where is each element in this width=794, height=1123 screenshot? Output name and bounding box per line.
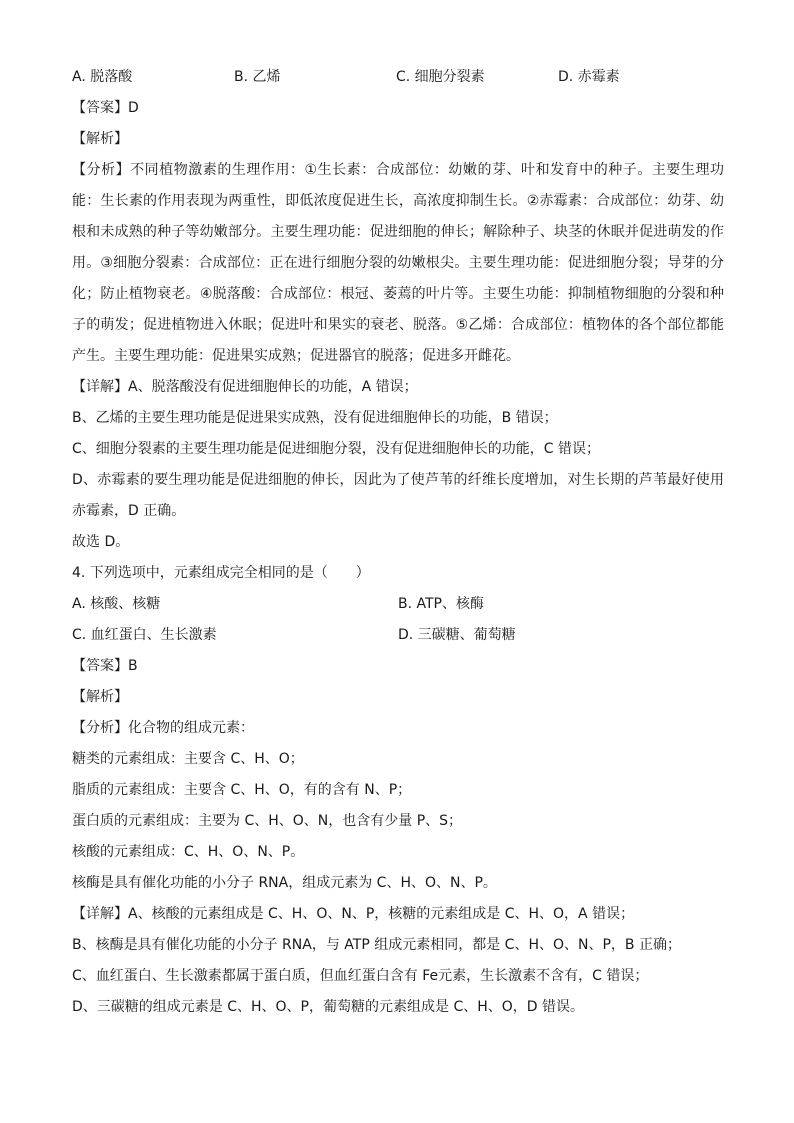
q3-option-b: B. 乙烯: [234, 69, 281, 85]
q3-conclusion: 故选 D。: [72, 534, 130, 550]
q4-answer: 【答案】B: [72, 658, 138, 674]
q3-detail-c: C、细胞分裂素的主要生理功能是促进细胞分裂，没有促进细胞伸长的功能，C 错误；: [72, 441, 600, 457]
q3-detail-a: 【详解】A、脱落酸没有促进细胞伸长的功能，A 错误；: [72, 379, 418, 395]
document-page: [72, 62, 724, 1023]
q4-detail-d: D、三碳糖的组成元素是 C、H、O、P，葡萄糖的元素组成是 C、H、O，D 错误。: [72, 999, 584, 1015]
q4-analysis-sugar: 糖类的元素组成：主要含 C、H、O；: [72, 751, 304, 767]
q3-answer: 【答案】D: [72, 100, 139, 116]
q3-detail-b: B、乙烯的主要生理功能是促进果实成熟，没有促进细胞伸长的功能，B 错误；: [72, 410, 558, 426]
q4-analysis-heading: 【分析】化合物的组成元素：: [72, 720, 254, 736]
q3-jiexi-label: 【解析】: [72, 131, 128, 147]
q3-options: [72, 62, 724, 93]
q4-detail-a: 【详解】A、核酸的元素组成是 C、H、O、N、P，核糖的元素组成是 C、H、O，A 错误；: [72, 906, 635, 922]
q3-option-c: C. 细胞分裂素: [396, 69, 485, 85]
q4-stem: 4. 下列选项中，元素组成完全相同的是（ ）: [72, 565, 370, 581]
q4-analysis-lipid: 脂质的元素组成：主要含 C、H、O，有的含有 N、P；: [72, 782, 412, 798]
q3-option-d: D. 赤霉素: [558, 69, 620, 85]
q3-detail-d: D、赤霉素的要生理功能是促进细胞的伸长，因此为了使芦苇的纤维长度增加，对生长期的芦苇最好使用赤霉素，D 正确。: [72, 472, 724, 519]
q4-option-a: A. 核酸、核糖: [72, 596, 161, 612]
q4-analysis-nucleic-acid: 核酸的元素组成：C、H、O、N、P。: [72, 844, 305, 860]
q4-option-b: B. ATP、核酶: [398, 596, 484, 612]
q4-option-d: D. 三碳糖、葡萄糖: [398, 627, 516, 643]
q3-option-a: A. 脱落酸: [72, 69, 133, 85]
q3-analysis: 【分析】不同植物激素的生理作用：①生长素：合成部位：幼嫩的芽、叶和发育中的种子。主要生理功能：生长素的作用表现为两重性，即低浓度促进生长，高浓度抑制生长。②赤霉素：合成部位：幼芽、幼根和未成熟的种子等幼嫩部分。主要生理功能：促进细胞的伸长；解除种子、块茎的休眠并促进萌发的作用。③细胞分裂素：合成部位：正在进行细胞分裂的幼嫩根尖。主要生理功能：促进细胞分裂；导芽的分化；防止植物衰老。④脱落酸：合成部位：根冠、萎蔫的叶片等。主要生功能：抑制植物细胞的分裂和种子的萌发；促进植物进入休眠；促进叶和果实的衰老、脱落。⑤乙烯：合成部位：植物体的各个部位都能产生。主要生理功能：促进果实成熟；促进器官的脱落；促进多开雌花。: [72, 162, 724, 364]
q4-options-row-2: [72, 620, 724, 651]
q4-analysis-ribozyme: 核酶是具有催化功能的小分子 RNA，组成元素为 C、H、O、N、P。: [72, 875, 497, 891]
q4-jiexi-label: 【解析】: [72, 689, 128, 705]
q4-analysis-protein: 蛋白质的元素组成：主要为 C、H、O、N，也含有少量 P、S；: [72, 813, 463, 829]
q4-option-c: C. 血红蛋白、生长激素: [72, 627, 217, 643]
q4-options-row-1: [72, 589, 724, 620]
q4-detail-b: B、核酶是具有催化功能的小分子 RNA，与 ATP 组成元素相同，都是 C、H、O、N、P，B 正确；: [72, 937, 681, 953]
q4-detail-c: C、血红蛋白、生长激素都属于蛋白质，但血红蛋白含有 Fe元素，生长激素不含有，C 错误；: [72, 968, 649, 984]
